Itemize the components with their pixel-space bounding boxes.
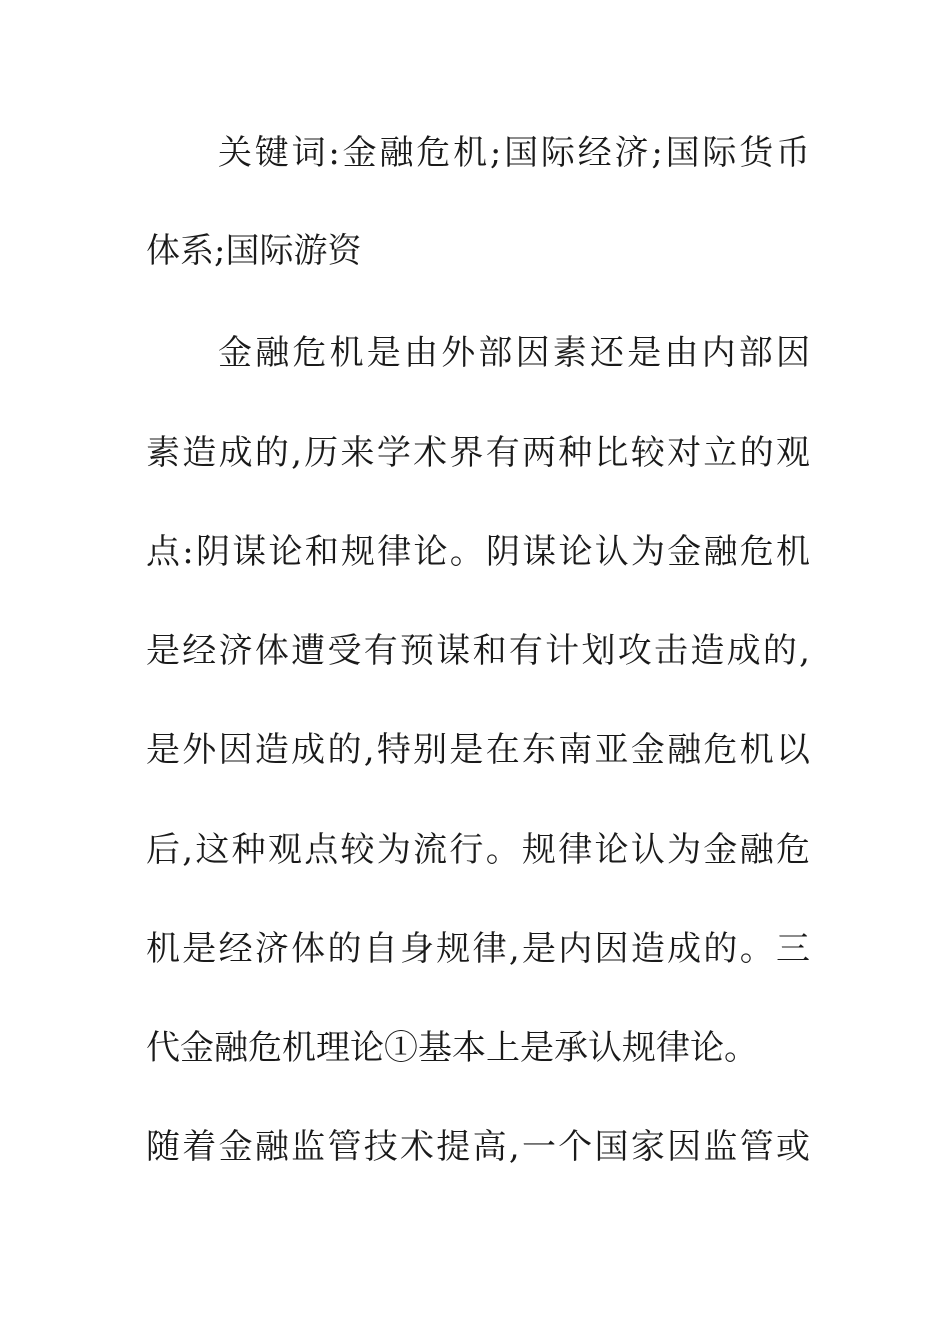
paragraph-line-8: 代金融危机理论①基本上是承认规律论。 — [146, 1028, 758, 1068]
paragraph-line-9: 随着金融监管技术提高,一个国家因监管或 — [146, 1127, 810, 1167]
paragraph-line-1: 金融危机是由外部因素还是由内部因 — [218, 333, 810, 373]
paragraph-line-4: 是经济体遭受有预谋和有计划攻击造成的, — [146, 631, 810, 671]
keywords-line-1: 关键词:金融危机;国际经济;国际货币 — [218, 133, 810, 173]
keywords-line-2: 体系;国际游资 — [146, 231, 362, 271]
paragraph-line-6: 后,这种观点较为流行。规律论认为金融危 — [146, 830, 810, 870]
paragraph-line-3: 点:阴谋论和规律论。阴谋论认为金融危机 — [146, 532, 810, 572]
paragraph-line-5: 是外因造成的,特别是在东南亚金融危机以 — [146, 730, 810, 770]
paragraph-line-7: 机是经济体的自身规律,是内因造成的。三 — [146, 929, 810, 969]
paragraph-line-2: 素造成的,历来学术界有两种比较对立的观 — [146, 433, 810, 473]
